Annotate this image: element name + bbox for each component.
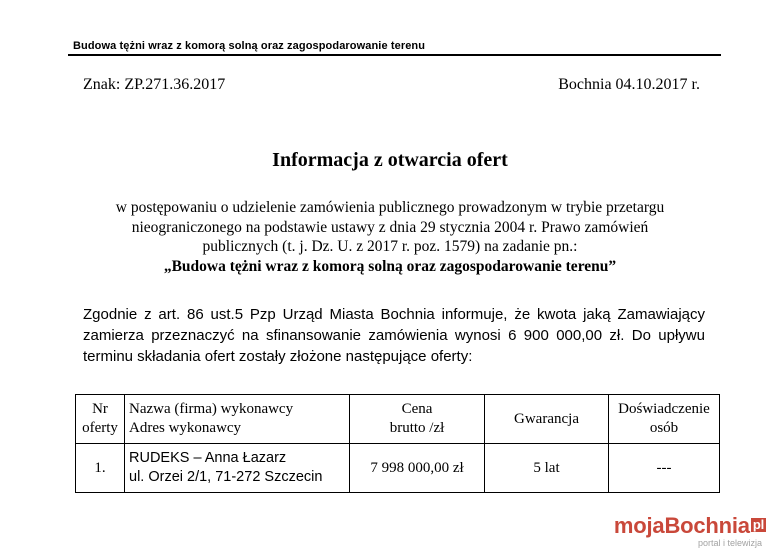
offers-table	[75, 394, 720, 493]
header-price-line2: brutto /zł	[389, 420, 445, 436]
contractor-address: ul. Orzei 2/1, 71-272 Szczecin	[129, 469, 323, 485]
cell-contractor	[125, 444, 350, 493]
watermark-tagline: portal i telewizja	[697, 538, 762, 548]
header-contractor	[125, 395, 350, 444]
watermark-logo-suffix: pl	[752, 517, 764, 532]
header-name-line1: Nazwa (firma) wykonawcy	[129, 401, 294, 417]
body-paragraph: Zgodnie z art. 86 ust.5 Pzp Urząd Miasta Bochnia informuje, że kwota jaką Zamawiający zamierza przeznaczyć na sfinansowanie zamówienia wynosi 6 900 000,00 zł. Do upływu terminu składania ofert zostały złożone następujące oferty:	[83, 306, 705, 365]
header-price	[350, 395, 485, 444]
header-guarantee: Gwarancja	[485, 395, 609, 444]
watermark-wordmark	[614, 514, 766, 538]
intro-line-2: nieograniczonego na podstawie ustawy z dnia 29 stycznia 2004 r. Prawo zamówień	[131, 218, 649, 236]
cell-guarantee: 5 lat	[485, 444, 609, 493]
header-experience	[609, 395, 720, 444]
header-experience-line1: Doświadczenie	[618, 401, 710, 417]
reference-sign: Znak: ZP.271.36.2017	[83, 76, 226, 93]
project-name: „Budowa tężni wraz z komorą solną oraz zagospodarowanie terenu”	[163, 257, 617, 275]
header-offer-number	[76, 395, 125, 444]
header-name-line2: Adres wykonawcy	[129, 420, 242, 436]
header-price-line1: Cena	[401, 401, 433, 417]
table-header-row	[76, 395, 720, 444]
contractor-name: RUDEKS – Anna Łazarz	[129, 450, 287, 466]
running-header-title: Budowa tężni wraz z komorą solną oraz zagospodarowanie terenu	[73, 40, 426, 52]
header-nr-line2: oferty	[82, 420, 118, 436]
watermark-logo	[614, 514, 766, 548]
header-experience-line2: osób	[649, 420, 679, 436]
table-row	[76, 444, 720, 493]
intro-paragraph	[100, 198, 680, 276]
intro-line-3: publicznych (t. j. Dz. U. z 2017 r. poz. 1579) na zadanie pn.:	[202, 238, 578, 255]
header-rule	[68, 54, 721, 56]
document-date: Bochnia 04.10.2017 r.	[558, 76, 700, 93]
intro-line-1: w postępowaniu o udzielenie zamówienia publicznego prowadzonym w trybie przetargu	[115, 199, 665, 216]
header-nr-line1: Nr	[92, 401, 108, 417]
cell-price: 7 998 000,00 zł	[350, 444, 485, 493]
watermark-logo-text: mojaBochnia	[613, 513, 750, 538]
cell-offer-number: 1.	[76, 444, 125, 493]
document-title: Informacja z otwarcia ofert	[272, 149, 508, 171]
cell-experience: ---	[609, 444, 720, 493]
